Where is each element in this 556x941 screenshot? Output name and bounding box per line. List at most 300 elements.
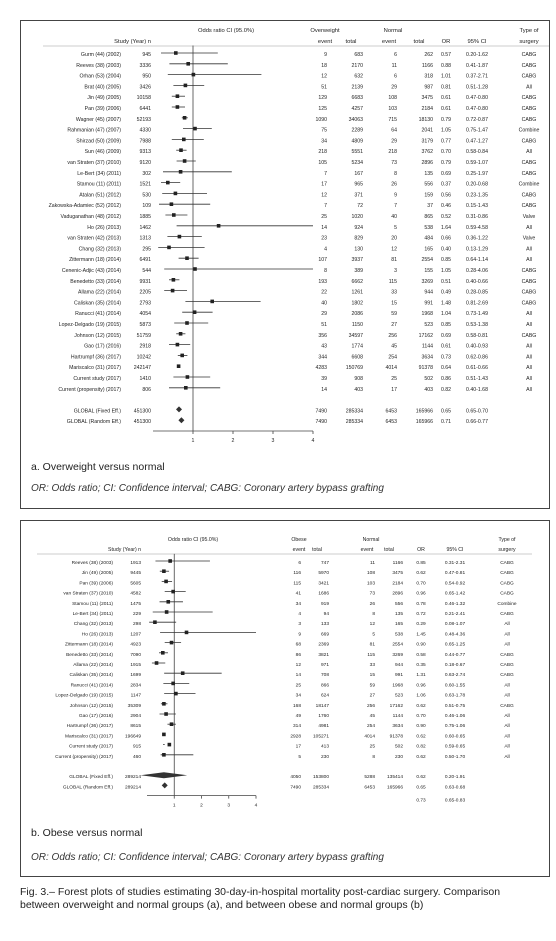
group1-total-value: 624 <box>320 693 329 699</box>
ci-value: 0.75-1.47 <box>466 127 488 134</box>
ci-value: 0.31-2.31 <box>444 561 466 566</box>
group1-total-value: 4809 <box>351 138 363 145</box>
summary-study-label: GLOBAL (Random Eff.) <box>66 419 121 426</box>
study-n-value: 2205 <box>139 289 151 296</box>
study-label: Stamou (11) (2011) <box>76 181 121 188</box>
group1-event-value: 18 <box>321 62 327 69</box>
summary-or-value: 0.65 <box>416 785 426 791</box>
point-estimate <box>155 661 159 665</box>
group2-event-value: 115 <box>388 278 397 285</box>
group2-event-value: 81 <box>369 642 375 648</box>
surgery-type-value: CABG <box>521 95 537 102</box>
group2-total-value: 2041 <box>421 127 433 134</box>
panel-a-abbreviations: OR: Odds ratio; CI: Confidence interval; CABG: Coronary artery bypass grafting <box>31 483 384 494</box>
group2-event-value: 27 <box>391 322 397 328</box>
group2-total-value: 2554 <box>421 257 433 264</box>
group2-total-value: 2184 <box>421 106 433 112</box>
group2-event-value: 256 <box>388 332 397 339</box>
group1-event-value: 12 <box>295 663 301 668</box>
point-estimate <box>185 256 189 260</box>
or-value: 0.70 <box>440 149 452 156</box>
study-n-value: 4330 <box>139 127 151 134</box>
or-value: 0.96 <box>416 683 426 689</box>
study-n-value: 229 <box>132 612 141 617</box>
ci-header: 95% CI <box>467 39 487 45</box>
group2-event-value: 3 <box>394 268 397 274</box>
group2-event-value: 254 <box>388 354 397 361</box>
group2-event-value: 11 <box>370 561 375 566</box>
group1-event-value: 14 <box>321 386 327 393</box>
group2-event-value: 5288 <box>364 775 375 781</box>
point-estimate <box>210 300 214 304</box>
group2-total-value: 3634 <box>421 354 433 361</box>
group2-event-header: event <box>360 547 374 553</box>
group1-total-value: 866 <box>320 683 329 689</box>
group2-event-value: 715 <box>388 116 397 123</box>
group1-event-value: 2928 <box>290 734 301 740</box>
group1-total-value: 829 <box>354 235 363 242</box>
ci-value: 0.53-1.38 <box>466 322 488 328</box>
surgery-type-value: CABG <box>500 581 514 587</box>
study-n-value: 530 <box>142 192 151 199</box>
study-n-value: 7090 <box>130 652 141 658</box>
point-estimate <box>176 105 180 109</box>
group1-total-value: 285334 <box>345 408 363 415</box>
group2-event-value: 81 <box>391 257 397 264</box>
surgery-type-value: All <box>526 311 532 318</box>
x-tick-label: 2 <box>200 803 203 809</box>
group1-event-value: 168 <box>292 703 301 709</box>
group2-event-value: 26 <box>391 181 397 188</box>
surgery-type-value: All <box>504 734 510 740</box>
group1-event-value: 7490 <box>290 785 301 791</box>
study-label: Current study (2017) <box>69 744 113 750</box>
summary-or-value: 0.62 <box>416 775 426 781</box>
ci-value: 0.46-1.32 <box>444 601 466 607</box>
group2-total-value: 523 <box>394 693 403 699</box>
surgery-type-value: CABG <box>521 268 537 274</box>
or-value: 0.86 <box>440 376 452 382</box>
summary-ci-value: 0.65-0.70 <box>466 408 488 415</box>
study-label: Benedetto (33) (2014) <box>70 278 121 285</box>
ci-value: 0.81-2.69 <box>466 300 488 307</box>
point-estimate <box>170 722 174 726</box>
group2-event-value: 115 <box>367 652 375 658</box>
study-n-value: 298 <box>132 622 141 628</box>
point-estimate <box>162 569 166 573</box>
ci-value: 0.23-1.35 <box>466 192 488 199</box>
ci-value: 0.15-1.43 <box>466 203 488 210</box>
group2-event-value: 73 <box>369 591 375 597</box>
group2-event-value: 108 <box>366 571 375 577</box>
ci-value: 0.65-1.25 <box>444 642 466 648</box>
group1-total-value: 150769 <box>345 365 363 372</box>
surgery-type-value: CABG <box>500 571 514 577</box>
ci-value: 0.61-0.66 <box>466 365 488 372</box>
group1-event-value: 23 <box>321 235 327 242</box>
x-tick-label: 3 <box>271 438 275 444</box>
or-value: 1.45 <box>416 632 426 638</box>
study-label: van Straten (42) (2013) <box>67 235 121 242</box>
point-estimate <box>186 375 190 379</box>
ci-value: 0.31-0.86 <box>466 214 488 220</box>
or-value: 0.58 <box>416 652 426 658</box>
x-tick-label: 1 <box>191 438 195 444</box>
group1-total-value: 669 <box>320 632 329 638</box>
group2-total-value: 3269 <box>421 278 433 285</box>
study-n-value: 1915 <box>130 663 141 668</box>
or-value: 1.06 <box>416 693 426 699</box>
or-value: 0.70 <box>416 714 426 719</box>
group2-total-value: 538 <box>424 224 433 231</box>
surgery-type-value: All <box>504 642 510 648</box>
group1-total-value: 2369 <box>318 642 329 648</box>
group1-event-value: 4050 <box>290 775 301 781</box>
study-label: Zakowska-Adamiec (52) (2012) <box>48 203 121 210</box>
point-estimate <box>168 559 172 563</box>
group1-event-value: 25 <box>321 214 327 220</box>
study-n-value: 1313 <box>139 235 151 242</box>
or-value: 1.05 <box>440 127 452 134</box>
group2-total-value: 1166 <box>421 62 433 69</box>
study-n-value: 1147 <box>130 693 141 699</box>
or-value: 1.31 <box>416 673 426 679</box>
group1-total-value: 1802 <box>351 300 363 307</box>
study-n-value: 52193 <box>136 116 151 123</box>
group1-event-value: 39 <box>321 376 327 382</box>
study-label: Le-Bert (34) (2011) <box>72 612 113 617</box>
group2-total-value: 3179 <box>421 138 433 145</box>
study-label: Rahmanian (47) (2007) <box>67 127 121 134</box>
or-value: 0.72 <box>416 612 426 617</box>
group2-event-value: 8 <box>372 754 375 760</box>
group2-event-value: 4014 <box>385 365 397 372</box>
summary-ci-value: 0.20-1.91 <box>444 775 466 781</box>
group1-event-value: 125 <box>318 106 327 112</box>
point-estimate <box>176 94 180 98</box>
surgery-type-value: All <box>526 343 532 350</box>
point-estimate <box>170 641 174 645</box>
group1-event-value: 34 <box>321 138 327 145</box>
study-n-value: 8615 <box>130 724 141 730</box>
ci-value: 0.51-1.43 <box>466 376 488 382</box>
or-value: 1.01 <box>440 73 452 80</box>
study-n-value: 196649 <box>124 734 141 740</box>
ci-value: 0.47-1.27 <box>466 138 488 145</box>
group1-total-value: 34597 <box>348 332 363 339</box>
group2-event-value: 6453 <box>385 408 397 415</box>
ci-value: 0.62-0.86 <box>466 354 488 361</box>
x-tick-label: 2 <box>231 438 235 444</box>
study-label: Stamou (11) (2011) <box>72 601 113 607</box>
study-n-value: 10242 <box>136 354 151 361</box>
study-n-value: 2904 <box>130 714 141 719</box>
group1-total-header: total <box>312 547 322 553</box>
group2-event-value: 6 <box>394 73 397 80</box>
group1-total-value: 919 <box>320 601 329 607</box>
or-value: 0.35 <box>416 663 426 668</box>
group1-total-value: 6683 <box>351 95 363 102</box>
group2-event-value: 4014 <box>364 734 375 740</box>
group1-event-value: 7 <box>324 170 327 177</box>
group2-event-value: 26 <box>369 601 375 607</box>
point-estimate <box>166 600 170 604</box>
group1-total-value: 1774 <box>351 343 363 350</box>
study-label: Gurm (44) (2002) <box>80 52 121 58</box>
study-label: Gao (17) (2016) <box>84 343 121 350</box>
surgery-type-value: All <box>526 149 532 156</box>
point-estimate <box>171 289 175 293</box>
study-n-value: 9445 <box>130 571 141 577</box>
study-label: Chang (32) (2013) <box>73 622 113 628</box>
group2-total-value: 3634 <box>392 724 403 730</box>
ci-value: 0.50-1.70 <box>444 754 466 760</box>
group1-total-value: 747 <box>320 561 329 566</box>
study-label: Chang (32) (2013) <box>78 246 121 253</box>
group2-total-value: 991 <box>394 673 403 679</box>
ci-value: 0.36-1.22 <box>466 235 488 242</box>
or-value: 0.62 <box>416 703 426 709</box>
point-estimate <box>179 332 183 336</box>
study-n-value: 945 <box>142 52 151 58</box>
study-n-value: 242147 <box>133 365 151 372</box>
or-value: 0.90 <box>416 642 426 648</box>
or-value: 0.61 <box>440 343 452 350</box>
ci-value: 0.25-1.97 <box>466 170 488 177</box>
point-estimate <box>174 192 178 196</box>
summary-n-value: 289214 <box>124 775 141 781</box>
group2-total-value: 2184 <box>392 581 403 587</box>
ci-value: 0.54-0.92 <box>444 581 466 587</box>
group2-total-value: 135414 <box>386 775 403 781</box>
group1-event-value: 7 <box>324 203 327 210</box>
summary-diamond <box>176 406 182 412</box>
point-estimate <box>162 753 166 757</box>
study-label: Brat (40) (2005) <box>84 84 121 91</box>
group1-event-value: 105 <box>318 160 327 166</box>
group1-event-value: 9 <box>324 52 327 58</box>
ci-value: 0.20-0.68 <box>466 181 488 188</box>
study-n-value: 460 <box>132 754 141 760</box>
group1-total-value: 1261 <box>351 289 363 296</box>
study-label: Atalan (51) (2012) <box>79 192 121 199</box>
group1-total-value: 130 <box>354 246 363 253</box>
or-value: 0.81 <box>440 84 452 91</box>
group2-event-value: 15 <box>369 673 375 679</box>
group2-event-value: 6453 <box>364 785 375 791</box>
group2-event-value: 5 <box>372 632 375 638</box>
figure-caption: Fig. 3.– Forest plots of studies estimating 30-day-in-hospital mortality post-cardiac surgery. Comparison between overweight and normal groups (a), and between obese and normal groups (b) <box>20 886 501 911</box>
or-value: 0.49 <box>440 289 452 296</box>
group2-total-value: 165 <box>424 246 433 253</box>
group1-event-value: 9 <box>298 632 301 638</box>
group2-event-value: 8 <box>394 170 397 177</box>
study-n-value: 6441 <box>139 106 151 112</box>
group1-event-value: 34 <box>295 693 301 699</box>
group1-event-value: 3 <box>298 622 301 628</box>
study-n-value: 4582 <box>130 591 141 597</box>
group1-total-value: 708 <box>320 673 329 679</box>
study-label: Hartrumpf (36) (2017) <box>70 354 121 361</box>
or-header: OR <box>417 547 425 553</box>
point-estimate <box>181 671 185 675</box>
group1-total-value: 4981 <box>318 724 329 730</box>
group2-total-value: 155 <box>424 268 433 274</box>
study-n-value: 950 <box>142 73 151 80</box>
group1-event-value: 14 <box>321 224 327 231</box>
or-value: 0.46 <box>440 203 452 210</box>
group1-total-value: 389 <box>354 268 363 274</box>
point-estimate <box>179 170 183 174</box>
or-value: 0.51 <box>440 278 452 285</box>
study-label: Jin (49) (2005) <box>81 571 113 577</box>
study-label: Mariscalco (31) (2017) <box>69 365 121 372</box>
study-label: Lopez-Delgado (19) (2015) <box>58 322 121 328</box>
surgery-type-value: All <box>526 257 532 264</box>
x-tick-label: 1 <box>172 803 176 809</box>
ci-value: 0.47-0.80 <box>466 106 488 112</box>
group2-total-value: 17162 <box>389 703 403 709</box>
group1-event-value: 86 <box>295 652 301 658</box>
group1-total-value: 72 <box>357 203 363 210</box>
group1-event-value: 40 <box>321 300 327 307</box>
or-value: 0.66 <box>440 235 452 242</box>
group1-event-value: 68 <box>295 642 301 648</box>
ci-value: 0.41-1.87 <box>466 62 488 69</box>
group1-total-value: 403 <box>354 386 363 393</box>
group1-event-value: 49 <box>295 714 301 719</box>
group2-event-value: 59 <box>391 311 397 318</box>
group2-total-value: 556 <box>424 181 433 188</box>
point-estimate <box>171 590 175 594</box>
study-n-value: 806 <box>142 386 151 393</box>
study-n-value: 2918 <box>139 343 151 350</box>
study-label: Reeves (38) (2003) <box>71 561 113 566</box>
point-estimate <box>185 321 189 325</box>
surgery-type-value: CABG <box>521 138 537 145</box>
or-value: 1.04 <box>440 311 452 318</box>
surgery-type-value: All <box>526 224 532 231</box>
study-label: Johnson (12) (2015) <box>74 332 121 339</box>
summary-n-value: 451300 <box>133 419 151 426</box>
study-n-value: 3426 <box>139 84 151 91</box>
study-label: Zittermann (18) (2014) <box>69 257 121 264</box>
group1-event-value: 115 <box>293 581 301 587</box>
group2-event-value: 8 <box>372 612 375 617</box>
group1-event-value: 51 <box>321 322 327 328</box>
surgery-type-value: All <box>526 354 532 361</box>
group1-event-value: 107 <box>318 257 327 264</box>
ci-value: 0.51-1.28 <box>466 84 488 91</box>
group2-total-value: 230 <box>394 754 403 760</box>
study-n-value: 1410 <box>139 376 151 382</box>
summary-diamond <box>178 417 184 423</box>
surgery-type-value: All <box>504 724 510 730</box>
group2-total-header: total <box>413 39 425 45</box>
group1-total-value: 18147 <box>315 703 329 709</box>
group2-total-value: 318 <box>424 73 433 80</box>
group1-event-value: 17 <box>321 181 327 188</box>
group1-total-value: 6662 <box>351 278 363 285</box>
or-value: 0.56 <box>440 192 452 199</box>
ci-value: 0.58-0.81 <box>466 332 488 339</box>
surgery-type-value: All <box>526 376 532 382</box>
study-n-value: 109 <box>142 203 151 210</box>
surgery-type-value: All <box>526 84 532 91</box>
or-value: 0.79 <box>440 160 452 166</box>
ci-value: 0.63-1.78 <box>444 693 466 699</box>
group2-total-value: 944 <box>424 289 433 296</box>
group2-event-value: 33 <box>369 663 375 668</box>
point-estimate <box>170 202 174 206</box>
group2-event-value: 73 <box>391 160 397 166</box>
group2-total-value: 165966 <box>415 408 433 415</box>
or-value: 0.96 <box>416 591 426 597</box>
group1-total-value: 2086 <box>351 311 363 318</box>
or-header: OR <box>441 39 451 45</box>
surgery-type-value: All <box>526 322 532 328</box>
ci-value: 0.21-2.41 <box>444 612 466 617</box>
group2-event-value: 256 <box>366 703 375 709</box>
point-estimate <box>185 631 189 635</box>
group2-total-value: 991 <box>424 300 433 307</box>
or-value: 0.52 <box>440 214 452 220</box>
point-estimate <box>183 159 187 163</box>
study-label: Reeves (38) (2003) <box>76 62 121 69</box>
point-estimate <box>176 343 180 347</box>
study-n-value: 1699 <box>130 673 141 679</box>
group1-event-value: 17 <box>295 744 301 750</box>
study-label: Ho (26) (2013) <box>81 632 113 638</box>
group1-event-value: 75 <box>321 127 327 134</box>
group2-event-value: 12 <box>391 246 397 253</box>
or-value: 1.48 <box>440 300 452 307</box>
group2-total-value: 165 <box>394 622 403 628</box>
surgery-type-header: Type of surgery <box>519 28 539 45</box>
point-estimate <box>171 682 175 686</box>
group1-total-header: total <box>345 39 357 45</box>
group1-total-value: 3421 <box>318 581 329 587</box>
ci-value: 0.40-0.66 <box>466 278 488 285</box>
group2-event-value: 25 <box>391 376 397 382</box>
study-n-value: 35309 <box>127 703 141 709</box>
group2-event-value: 6453 <box>385 419 397 426</box>
point-estimate <box>184 84 188 88</box>
or-value: 1.64 <box>440 224 452 231</box>
group1-total-value: 5970 <box>318 571 329 577</box>
point-estimate <box>193 267 197 271</box>
or-value: 0.77 <box>440 138 452 145</box>
point-estimate <box>178 235 182 239</box>
ci-value: 0.72-0.87 <box>466 116 488 123</box>
group2-event-value: 218 <box>388 149 397 156</box>
or-value: 0.69 <box>440 332 452 339</box>
study-label: Ho (26) (2013) <box>87 224 121 231</box>
group1-event-value: 116 <box>293 571 301 577</box>
or-value: 0.69 <box>440 170 452 177</box>
group1-total-value: 285334 <box>345 419 363 426</box>
panel-b-abbreviations: OR: Odds ratio; CI: Confidence interval; CABG: Coronary artery bypass grafting <box>31 852 384 863</box>
group1-event-value: 12 <box>321 73 327 80</box>
or-value: 0.70 <box>416 581 426 587</box>
ci-value: 0.48-4.36 <box>444 632 466 638</box>
study-label: Gao (17) (2016) <box>78 714 113 719</box>
study-n-value: 51759 <box>136 332 151 339</box>
group2-total-header: total <box>384 547 394 553</box>
surgery-type-value: Combine <box>518 181 540 188</box>
study-label: Shirzad (50) (2009) <box>76 138 121 145</box>
surgery-type-value: Valve <box>522 235 536 242</box>
